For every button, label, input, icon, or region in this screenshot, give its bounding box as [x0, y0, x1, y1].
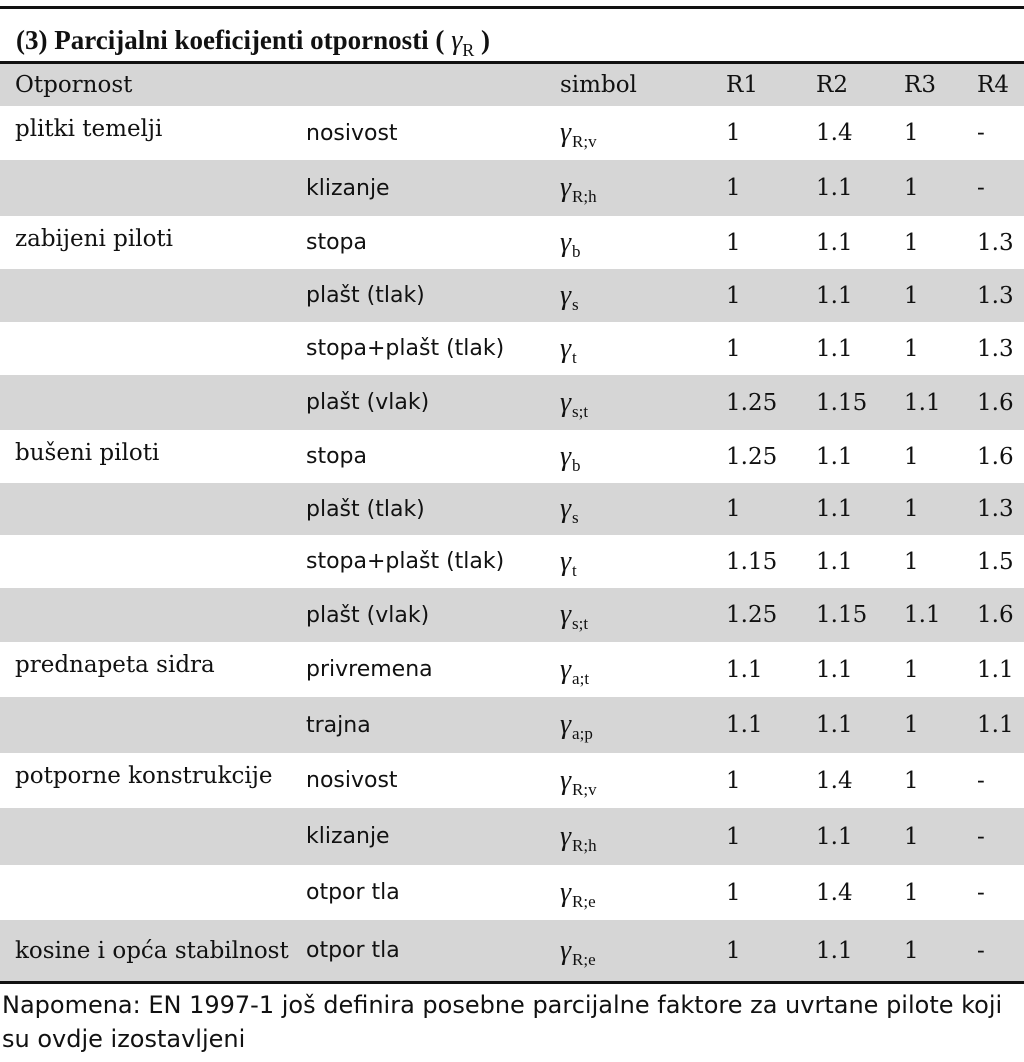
row-group-label — [15, 375, 300, 430]
row-r3-value: 1 — [904, 712, 919, 738]
table-row — [0, 430, 1024, 483]
header-simbol: simbol — [560, 72, 637, 98]
table-row — [0, 160, 1024, 216]
table-row — [0, 588, 1024, 642]
footnote: Napomena: EN 1997-1 još definira posebne parcijalne faktore za uvrtane pilote koji su ovdje izostavljeni — [2, 991, 1003, 1053]
row-r2-value: 1.1 — [816, 282, 853, 309]
row-r3-value: 1 — [904, 335, 919, 362]
gamma-subscript: s — [572, 294, 579, 314]
header-r4: R4 — [977, 72, 1009, 98]
title-gamma-subscript: R — [462, 40, 475, 60]
row-r4-value: 1.5 — [977, 548, 1014, 575]
row-symbol — [560, 375, 710, 430]
gamma-symbol: γ — [560, 386, 572, 418]
row-group-label — [15, 160, 300, 216]
row-r3-value: 1 — [904, 937, 919, 964]
row-r3-value: 1 — [904, 767, 919, 794]
row-item-label: otpor tla — [306, 938, 400, 963]
gamma-symbol: γ — [560, 764, 572, 796]
row-r2-value: 1.1 — [816, 335, 853, 362]
row-item-label: otpor tla — [306, 880, 400, 905]
row-r3-value: 1.1 — [904, 389, 941, 416]
gamma-subscript: R;e — [572, 949, 596, 969]
title-close: ) — [481, 25, 490, 55]
gamma-symbol: γ — [560, 493, 572, 524]
row-r1-value: 1 — [726, 823, 741, 850]
row-r1-value: 1.25 — [726, 443, 778, 470]
table-row — [0, 920, 1024, 981]
row-r4-value: - — [977, 767, 985, 794]
row-item-label: stopa — [306, 444, 367, 469]
table-row — [0, 216, 1024, 269]
table-row — [0, 322, 1024, 375]
row-r3-value: 1 — [904, 823, 919, 850]
table-row — [0, 808, 1024, 865]
row-group-label: bušeni piloti — [15, 440, 160, 466]
table-row — [0, 753, 1024, 808]
row-group-label — [15, 322, 300, 375]
row-item-label: klizanje — [306, 175, 390, 201]
row-r3-value: 1 — [904, 656, 919, 683]
row-r1-value: 1 — [726, 767, 741, 794]
table-row — [0, 865, 1024, 920]
gamma-symbol: γ — [560, 226, 572, 258]
header-otpornost: Otpornost — [15, 72, 133, 98]
title-text: (3) Parcijalni koeficijenti otpornosti ( — [16, 25, 445, 55]
row-r2-value: 1.15 — [816, 389, 868, 416]
row-r4-value: - — [977, 937, 985, 964]
row-symbol — [560, 430, 710, 483]
row-r2-value: 1.1 — [816, 656, 853, 683]
gamma-subscript: b — [572, 455, 581, 475]
row-group-label — [15, 588, 300, 642]
gamma-symbol: γ — [560, 545, 572, 577]
row-symbol — [560, 483, 710, 535]
row-symbol — [560, 920, 710, 981]
gamma-subscript: b — [572, 241, 581, 261]
row-symbol — [560, 535, 710, 588]
row-r3-value: 1 — [904, 879, 919, 906]
gamma-subscript: s — [572, 508, 579, 527]
row-r1-value: 1 — [726, 496, 741, 522]
row-r1-value: 1 — [726, 175, 741, 201]
gamma-subscript: t — [572, 347, 577, 367]
header-r3: R3 — [904, 72, 936, 98]
row-r1-value: 1 — [726, 229, 741, 256]
row-r2-value: 1.1 — [816, 443, 853, 470]
row-r1-value: 1 — [726, 879, 741, 906]
row-r2-value: 1.1 — [816, 229, 853, 256]
row-r2-value: 1.1 — [816, 175, 853, 201]
row-symbol — [560, 697, 710, 753]
row-group-label: plitki temelji — [15, 116, 163, 142]
row-r2-value: 1.1 — [816, 496, 853, 522]
row-r4-value: 1.3 — [977, 282, 1014, 309]
row-symbol — [560, 865, 710, 920]
row-group-label: zabijeni piloti — [15, 226, 174, 252]
row-r2-value: 1.1 — [816, 823, 853, 850]
gamma-subscript: R;v — [572, 779, 597, 799]
row-r4-value: 1.6 — [977, 602, 1014, 628]
header-r1: R1 — [726, 72, 758, 98]
table-row — [0, 642, 1024, 697]
gamma-subscript: R;h — [572, 835, 597, 855]
row-symbol — [560, 808, 710, 865]
row-r4-value: 1.6 — [977, 443, 1014, 470]
row-r1-value: 1.1 — [726, 656, 763, 683]
row-r2-value: 1.4 — [816, 120, 853, 146]
row-symbol — [560, 588, 710, 642]
row-item-label: plašt (tlak) — [306, 283, 425, 308]
row-r4-value: 1.1 — [977, 656, 1014, 683]
row-group-label: potporne konstrukcije — [15, 763, 273, 789]
row-r3-value: 1 — [904, 282, 919, 309]
row-r3-value: 1 — [904, 120, 919, 146]
gamma-subscript: s;t — [572, 401, 589, 421]
gamma-symbol: γ — [560, 599, 572, 630]
row-r1-value: 1 — [726, 282, 741, 309]
row-item-label: stopa — [306, 230, 367, 255]
row-r3-value: 1 — [904, 496, 919, 522]
row-item-label: plašt (tlak) — [306, 496, 425, 522]
row-group-label: prednapeta sidra — [15, 652, 215, 678]
bottom-rule — [0, 981, 1024, 984]
row-item-label: nosivost — [306, 120, 398, 146]
gamma-subscript: R;e — [572, 891, 596, 911]
row-r3-value: 1 — [904, 229, 919, 256]
row-symbol — [560, 269, 710, 322]
row-r3-value: 1 — [904, 175, 919, 201]
gamma-symbol: γ — [560, 172, 572, 203]
row-r2-value: 1.4 — [816, 879, 853, 906]
row-symbol — [560, 322, 710, 375]
row-symbol — [560, 642, 710, 697]
row-item-label: klizanje — [306, 824, 390, 849]
gamma-subscript: R;h — [572, 187, 597, 206]
gamma-subscript: a;t — [572, 668, 590, 688]
gamma-symbol: γ — [560, 440, 572, 472]
row-item-label: stopa+plašt (tlak) — [306, 549, 505, 574]
row-r1-value: 1.25 — [726, 389, 778, 416]
row-item-label: plašt (vlak) — [306, 390, 430, 415]
table-row — [0, 106, 1024, 160]
row-symbol — [560, 106, 710, 160]
row-r4-value: 1.3 — [977, 335, 1014, 362]
row-r2-value: 1.4 — [816, 767, 853, 794]
table-row — [0, 535, 1024, 588]
row-r1-value: 1.25 — [726, 602, 778, 628]
row-r2-value: 1.1 — [816, 937, 853, 964]
row-group-label — [15, 535, 300, 588]
gamma-symbol: γ — [560, 820, 572, 852]
row-group-label — [15, 269, 300, 322]
row-group-label — [15, 697, 300, 753]
table-row — [0, 375, 1024, 430]
row-r4-value: - — [977, 823, 985, 850]
top-rule — [0, 6, 1024, 9]
gamma-symbol: γ — [560, 876, 572, 908]
gamma-subscript: a;p — [572, 724, 593, 743]
gamma-symbol: γ — [560, 117, 572, 148]
row-r2-value: 1.1 — [816, 548, 853, 575]
row-r4-value: - — [977, 120, 985, 146]
gamma-subscript: R;v — [572, 132, 597, 151]
gamma-subscript: t — [572, 560, 577, 580]
row-r4-value: 1.6 — [977, 389, 1014, 416]
row-symbol — [560, 216, 710, 269]
row-r4-value: - — [977, 175, 985, 201]
row-r4-value: - — [977, 879, 985, 906]
table-row — [0, 269, 1024, 322]
row-item-label: plašt (vlak) — [306, 602, 430, 628]
table-header-row — [0, 64, 1024, 106]
row-r4-value: 1.3 — [977, 496, 1014, 522]
table-row — [0, 483, 1024, 535]
row-symbol — [560, 753, 710, 808]
row-item-label: nosivost — [306, 768, 398, 793]
row-r3-value: 1 — [904, 443, 919, 470]
row-r2-value: 1.1 — [816, 712, 853, 738]
row-group-label — [15, 483, 300, 535]
row-group-label: kosine i opća stabilnost — [15, 937, 289, 964]
gamma-subscript: s;t — [572, 614, 589, 633]
row-item-label: stopa+plašt (tlak) — [306, 336, 505, 361]
header-r2: R2 — [816, 72, 848, 98]
row-r4-value: 1.3 — [977, 229, 1014, 256]
row-r1-value: 1 — [726, 120, 741, 146]
gamma-symbol: γ — [560, 653, 572, 685]
row-r2-value: 1.15 — [816, 602, 868, 628]
row-item-label: privremena — [306, 657, 433, 682]
gamma-symbol: γ — [560, 279, 572, 311]
row-item-label: trajna — [306, 712, 371, 738]
row-group-label — [15, 808, 300, 865]
row-group-label — [15, 865, 300, 920]
table-row — [0, 697, 1024, 753]
row-r3-value: 1.1 — [904, 602, 941, 628]
gamma-symbol: γ — [560, 332, 572, 364]
gamma-symbol: γ — [560, 934, 572, 966]
row-symbol — [560, 160, 710, 216]
row-r3-value: 1 — [904, 548, 919, 575]
row-r1-value: 1 — [726, 937, 741, 964]
row-r4-value: 1.1 — [977, 712, 1014, 738]
row-r1-value: 1 — [726, 335, 741, 362]
row-r1-value: 1.15 — [726, 548, 778, 575]
table-title — [16, 18, 490, 62]
title-gamma-symbol: γ — [451, 25, 463, 56]
gamma-symbol: γ — [560, 709, 572, 740]
row-r1-value: 1.1 — [726, 712, 763, 738]
